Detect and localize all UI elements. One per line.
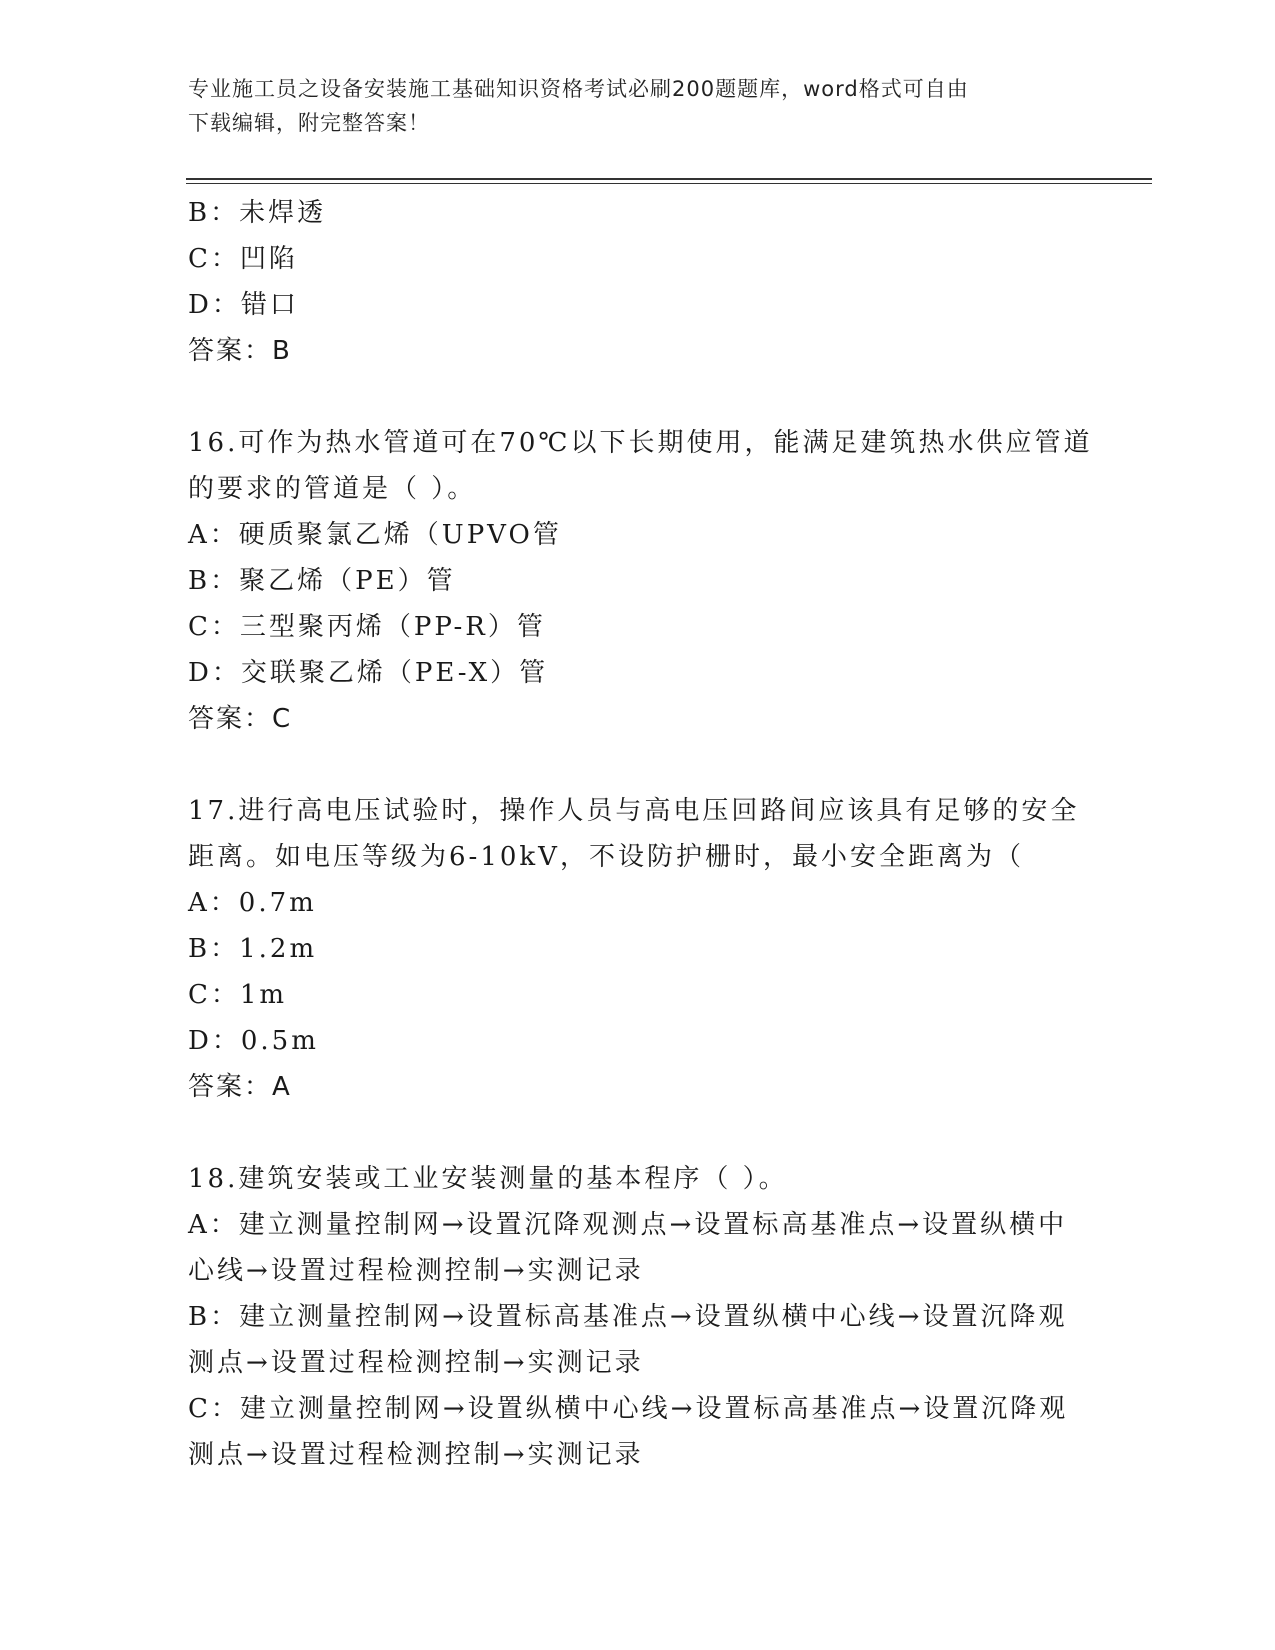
q17-option-a: A：0.7m bbox=[188, 888, 317, 918]
header-note bbox=[188, 72, 1088, 140]
q18-option-b-line-1: B：建立测量控制网→设置标高基准点→设置纵横中心线→设置沉降观 bbox=[188, 1302, 1068, 1332]
q18-option-b-line-2: 测点→设置过程检测控制→实测记录 bbox=[188, 1348, 644, 1378]
q16-answer: 答案：C bbox=[188, 704, 293, 734]
q16-stem-line-2: 的要求的管道是（ ）。 bbox=[188, 474, 477, 504]
question-17-block bbox=[188, 788, 1088, 1110]
header-line-1: 专业施工员之设备安装施工基础知识资格考试必刷200题题库，word格式可自由 bbox=[188, 77, 969, 101]
header-line-2: 下载编辑，附完整答案！ bbox=[188, 111, 430, 135]
spacer bbox=[188, 1110, 1088, 1156]
q18-stem: 18.建筑安装或工业安装测量的基本程序（ ）。 bbox=[188, 1164, 788, 1194]
q15-option-b: B：未焊透 bbox=[188, 198, 327, 228]
q17-stem-line-1: 17.进行高电压试验时，操作人员与高电压回路间应该具有足够的安全 bbox=[188, 796, 1080, 826]
q16-option-a: A：硬质聚氯乙烯（UPVO管 bbox=[188, 520, 562, 550]
q18-option-a-line-1: A：建立测量控制网→设置沉降观测点→设置标高基准点→设置纵横中 bbox=[188, 1210, 1068, 1240]
q16-option-c: C：三型聚丙烯（PP-R）管 bbox=[188, 612, 546, 642]
q18-option-a-line-2: 心线→设置过程检测控制→实测记录 bbox=[188, 1256, 644, 1286]
question-18-block bbox=[188, 1156, 1088, 1478]
q17-option-c: C：1m bbox=[188, 980, 288, 1010]
q17-answer: 答案：A bbox=[188, 1072, 292, 1102]
q15-answer: 答案：B bbox=[188, 336, 292, 366]
q15-option-d: D：错口 bbox=[188, 290, 299, 320]
spacer bbox=[188, 742, 1088, 788]
spacer bbox=[188, 374, 1088, 420]
q17-stem-line-2: 距离。如电压等级为6-10kV，不设防护栅时，最小安全距离为（ bbox=[188, 842, 1024, 872]
q16-option-b: B：聚乙烯（PE）管 bbox=[188, 566, 456, 596]
header-rule-thick bbox=[186, 178, 1152, 180]
q15-option-c: C：凹陷 bbox=[188, 244, 298, 274]
question-15-block bbox=[188, 190, 1088, 374]
q17-option-d: D：0.5m bbox=[188, 1026, 319, 1056]
question-16-block bbox=[188, 420, 1093, 742]
question-content bbox=[188, 190, 1093, 1478]
q17-option-b: B：1.2m bbox=[188, 934, 318, 964]
q16-stem-line-1: 16.可作为热水管道可在70℃以下长期使用，能满足建筑热水供应管道 bbox=[188, 428, 1093, 458]
header-rule-thin bbox=[186, 183, 1152, 184]
q18-option-c-line-2: 测点→设置过程检测控制→实测记录 bbox=[188, 1440, 644, 1470]
q16-option-d: D：交联聚乙烯（PE-X）管 bbox=[188, 658, 549, 688]
q18-option-c-line-1: C：建立测量控制网→设置纵横中心线→设置标高基准点→设置沉降观 bbox=[188, 1394, 1069, 1424]
